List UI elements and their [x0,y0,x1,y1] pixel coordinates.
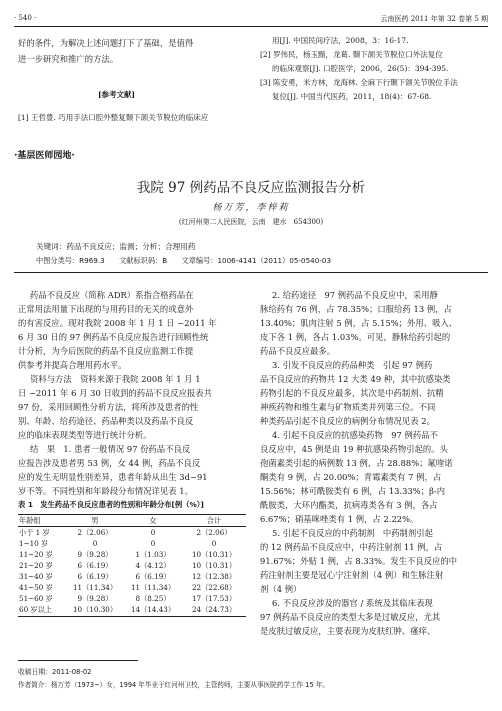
table-cell: 60 岁以上 [18,605,66,617]
table-cell: 0 [150,539,156,549]
table-cell: 10（10.31） [191,549,237,559]
right-line: 种类药品引起不良反应的病例分布情况见表 2。 [260,416,435,426]
reference-3-cont: 复位[J]. 中国当代医药，2011，18(4)：67-68. [272,92,432,101]
footnote-rule [18,660,138,661]
table-cell: 11（11.34） [72,583,118,593]
reference-2: [2] 罗伟民，杨玉黯，龙葛. 颞下颌关节脱位口外法复位 [260,50,443,59]
right-line: 皮下各 1 例，各占 1.03%。可见，静脉给药引起的 [260,332,451,342]
table1-header-female: 女 [124,515,182,527]
table-row [18,594,246,605]
abstract-rule [14,272,488,273]
table-cell: 0 [150,528,156,538]
table-cell: 31~40 岁 [19,572,53,582]
right-line: 药物引起的不良反应最多，其次是中药制剂、抗精 [260,388,444,398]
footnote-received: 收稿日期：2011-08-02 [18,668,92,676]
table1-header-male: 男 [66,515,124,527]
table-cell: 51~60 岁 [19,594,53,604]
left-para-2-line-1: 资料与方法 资料来源于我院 2008 年 1 月 1 [30,374,201,384]
table-row [18,549,246,560]
table-row [18,583,246,594]
left-para-3-line-2: 应报告涉及患者男 53 例，女 44 例，药品不良反 [18,458,201,468]
table-cell: 6（6.19） [135,572,171,582]
right-line: 3. 引发不良反应的药品种类 引起 97 例药 [272,360,433,370]
left-para-1-line-2: 正常用法用量下出现的与用药目的无关的或意外 [18,304,194,314]
right-line: 品不良反应的药物共 12 大类 49 种，其中抗感染类 [260,374,451,384]
table-cell: 10（10.30） [66,605,124,617]
table-cell: 9（9.28） [77,594,113,604]
table-cell: 8（8.25） [135,594,171,604]
table-cell: 6（6.19） [77,572,113,582]
right-line: 药品不良反应最多。 [260,346,336,356]
page-number: · 540 · [14,14,37,22]
right-line: 良反应中，45 例是由 19 种抗感染药物引起的。头 [260,444,448,454]
header-rule [14,26,488,27]
table-cell: 2（2.06） [196,527,232,537]
left-para-2-line-4: 别、年龄、给药途径、药品种类以及药品不良反 [18,416,194,426]
table-cell: 4（4.12） [135,560,171,570]
journal-header: 云南医药 2011 年第 32 卷第 5 期 [380,15,488,23]
right-line: 是皮肤过敏反应，主要表现为皮肤红肿、瘙痒、 [260,626,436,636]
left-para-1-line-3: 的有害反应。现对我院 2008 年 1 月 1 日 ~2011 年 [18,318,217,328]
table-cell: 14（14.43） [124,605,182,617]
footnote-author-bio: 作者简介：杨万芳（1973~）女，1994 年毕业于红河州卫校，主管药师，主要从事医院药学工作 15 年。 [18,681,329,689]
right-line: 4. 引起不良反应的抗感染药物 97 例药品不 [272,430,438,440]
table1-caption: 表 1 发生药品不良反应患者的性别和年龄分布[例（%）] [18,500,204,509]
left-para-1-line-4: 6 月 30 日的 97 例药品不良反应报告进行回顾性统 [18,332,209,342]
table-row [18,605,246,617]
table-cell: 1~10 岁 [19,538,49,548]
right-line: 6. 不良反应涉及的器官 / 系统及其临床表现 [272,598,433,608]
right-line: 神疾药物和维生素与矿物质类并列第三位。不同 [260,402,436,412]
right-line: 2. 给药途径 97 例药品不良反应中，采用静 [272,290,438,300]
table-cell: 17（17.53） [191,594,237,604]
table-cell: 6（6.19） [77,560,113,570]
right-line: 97 例药品不良反应的类型大多是过敏反应，尤其 [260,612,441,622]
reference-1-cont: 用[J]. 中国民间疗法，2008，3：16-17. [272,36,409,45]
left-para-3-line-3: 应的发生无明显性别差异，患者年龄从出生 3d~91 [18,472,208,482]
table1 [18,514,246,617]
table-row [18,538,246,549]
table-cell: 11~20 岁 [19,549,53,559]
table-cell: 41~50 岁 [19,583,53,593]
left-para-3-line-4: 岁不等。不同性别和年龄段分布情况详见表 1。 [18,486,193,496]
left-para-3-line-1: 结 果 1. 患者一般情况 97 份药品不良反 [30,444,191,454]
article-affiliation: (红河州第二人民医院，云南 建水 654300) [178,218,324,226]
table-cell: 小于 1 岁 [19,527,50,537]
table-cell: 10（10.31） [191,560,237,570]
table-cell: 21~20 岁 [19,560,53,570]
table-cell: 11（11.34） [130,583,176,593]
right-line: 孢菌素类引起的病例数 13 例，占 28.88%；氟喹诺 [260,458,453,468]
table-row [18,527,246,539]
prev-article-line-2: 进一步研究和推广的方法。 [18,54,119,64]
table-cell: 12（12.38） [191,572,237,582]
left-para-1-line-1: 药品不良反应（简称 ADR）系指合格药品在 [30,290,194,300]
table-row [18,560,246,571]
article-classification: 中图分类号：R969.3 文献标识码：B 文章编号：1006-4141（2011）05-0540-03 [36,256,332,265]
right-line: 酰胺类，大环内酯类，抗病毒类各有 3 例，各占 [260,500,438,510]
right-line: 13.40%；肌肉注射 5 例，占 5.15%；外用、吸入、 [260,318,458,328]
right-line: 酮类有 9 例，占 20.00%；青霉素类有 7 例，占 [260,472,442,482]
prev-article-line-1: 好的条件，为解决上述问题打下了基础，是值得 [18,38,194,48]
left-para-1-line-6: 供参考并提高合理用药水平。 [18,360,127,370]
right-line: 剂（4 例） [260,584,302,594]
table-cell: 24（24.73） [182,605,246,617]
table-cell: 0 [211,539,217,549]
table-cell: 2（2.06） [77,527,113,537]
left-para-1-line-5: 计分析，为今后医院的药品不良反应监测工作提 [18,346,194,356]
reference-2-cont: 的临床观察[J]. 口腔医学，2006，26(5)：394-395. [272,64,449,73]
right-line: 91.67%；外贴 1 例，占 8.33%。发生不良反应的中 [260,556,458,566]
right-line: 15.56%；林可酰胺类有 6 例，占 13.33%；β-内 [260,486,446,496]
article-keywords: 关键词：药品不良反应；监测；分析；合理用药 [36,242,196,251]
table1-header-row [18,515,246,527]
right-line: 6.67%；硝基咪唑类有 1 例，占 2.22%。 [260,514,419,524]
article-title: 我院 97 例药品不良反应监测报告分析 [136,180,366,196]
left-para-2-line-2: 日 ~2011 年 6 月 30 日收到的药品不良反应报表共 [18,388,212,398]
table-cell: 1（1.03） [135,549,171,559]
table-row [18,571,246,582]
left-para-2-line-3: 97 份，采用回顾性分析方法，将所涉及患者的性 [18,402,199,412]
table-cell: 22（22.68） [191,583,237,593]
left-para-2-line-5: 应的临床表现类型等进行统计分析。 [18,430,152,440]
right-line: 药注射剂主要是冠心宁注射剂（4 例）和生脉注射 [260,570,444,580]
right-line: 的 12 例药品不良反应中，中药注射剂 11 例，占 [260,542,443,552]
reference-3: [3] 陈安勇，米方林，龙海林. 全麻下行颞下颌关节脱位手法 [260,78,458,87]
table-cell: 0 [92,539,98,549]
article-authors: 杨万芳，李梓莉 [212,203,290,213]
table1-header-age: 年龄组 [18,515,66,527]
right-line: 脉给药有 76 例，占 78.35%；口服给药 13 例，占 [260,304,452,314]
table1-header-total: 合计 [182,515,246,527]
section-label: ·基层医师园地· [14,151,75,161]
right-line: 5. 引起不良反应的中药制剂 中药制剂引起 [272,528,433,538]
reference-1: [1] 王哲豊. 巧用手法口腔外整复颞下颌关节脱位的临床应 [18,113,209,122]
table-cell: 9（9.28） [77,549,113,559]
references-heading: [参考文献] [98,90,136,99]
